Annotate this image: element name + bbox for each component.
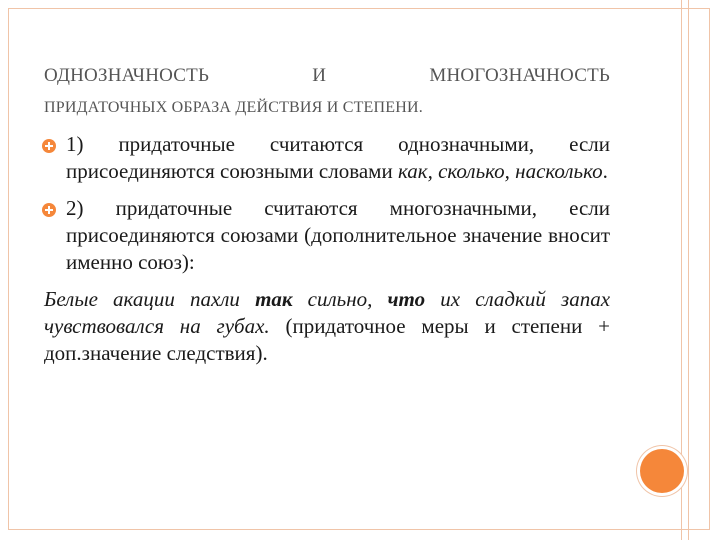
item-1-italic: как, сколько, насколько — [397, 159, 603, 183]
title-line-2: ПРИДАТОЧНЫХ ОБРАЗА ДЕЙСТВИЯ И СТЕПЕНИ. — [44, 99, 423, 116]
title-word-1: ОДНОЗНАЧНОСТЬ — [44, 65, 210, 86]
item-2-text: 2) придаточные считаются многозначными, если присоединяются союзами (дополнительное значение вносит именно союз): — [66, 196, 610, 274]
example-bold-2: что — [387, 287, 426, 311]
example-part-3: их сладкий запах чувствовался на губах. — [44, 287, 611, 338]
example-part-1: Белые акации пахли — [44, 287, 256, 311]
list-item — [44, 195, 610, 276]
example-bold-1: так — [255, 287, 293, 311]
slide-content — [44, 131, 610, 367]
decorative-circle — [640, 449, 684, 493]
list-item — [44, 131, 610, 185]
slide-title — [44, 60, 610, 124]
title-line-1 — [44, 60, 610, 92]
title-word-2: И — [312, 65, 327, 86]
plus-bullet-icon — [42, 139, 56, 153]
slide-side-bar — [681, 0, 689, 540]
item-1-tail: . — [602, 159, 608, 183]
item-1-text: 1) придаточные считаются однозначными, если присоединяются союзными словами — [66, 132, 610, 183]
example-note: (придаточное меры и степени + доп.значение следствия). — [44, 314, 610, 365]
example-part-2: сильно, — [292, 287, 388, 311]
title-word-3: МНОГОЗНАЧНОСТЬ — [429, 65, 610, 86]
plus-bullet-icon — [42, 203, 56, 217]
example-paragraph — [44, 286, 610, 367]
